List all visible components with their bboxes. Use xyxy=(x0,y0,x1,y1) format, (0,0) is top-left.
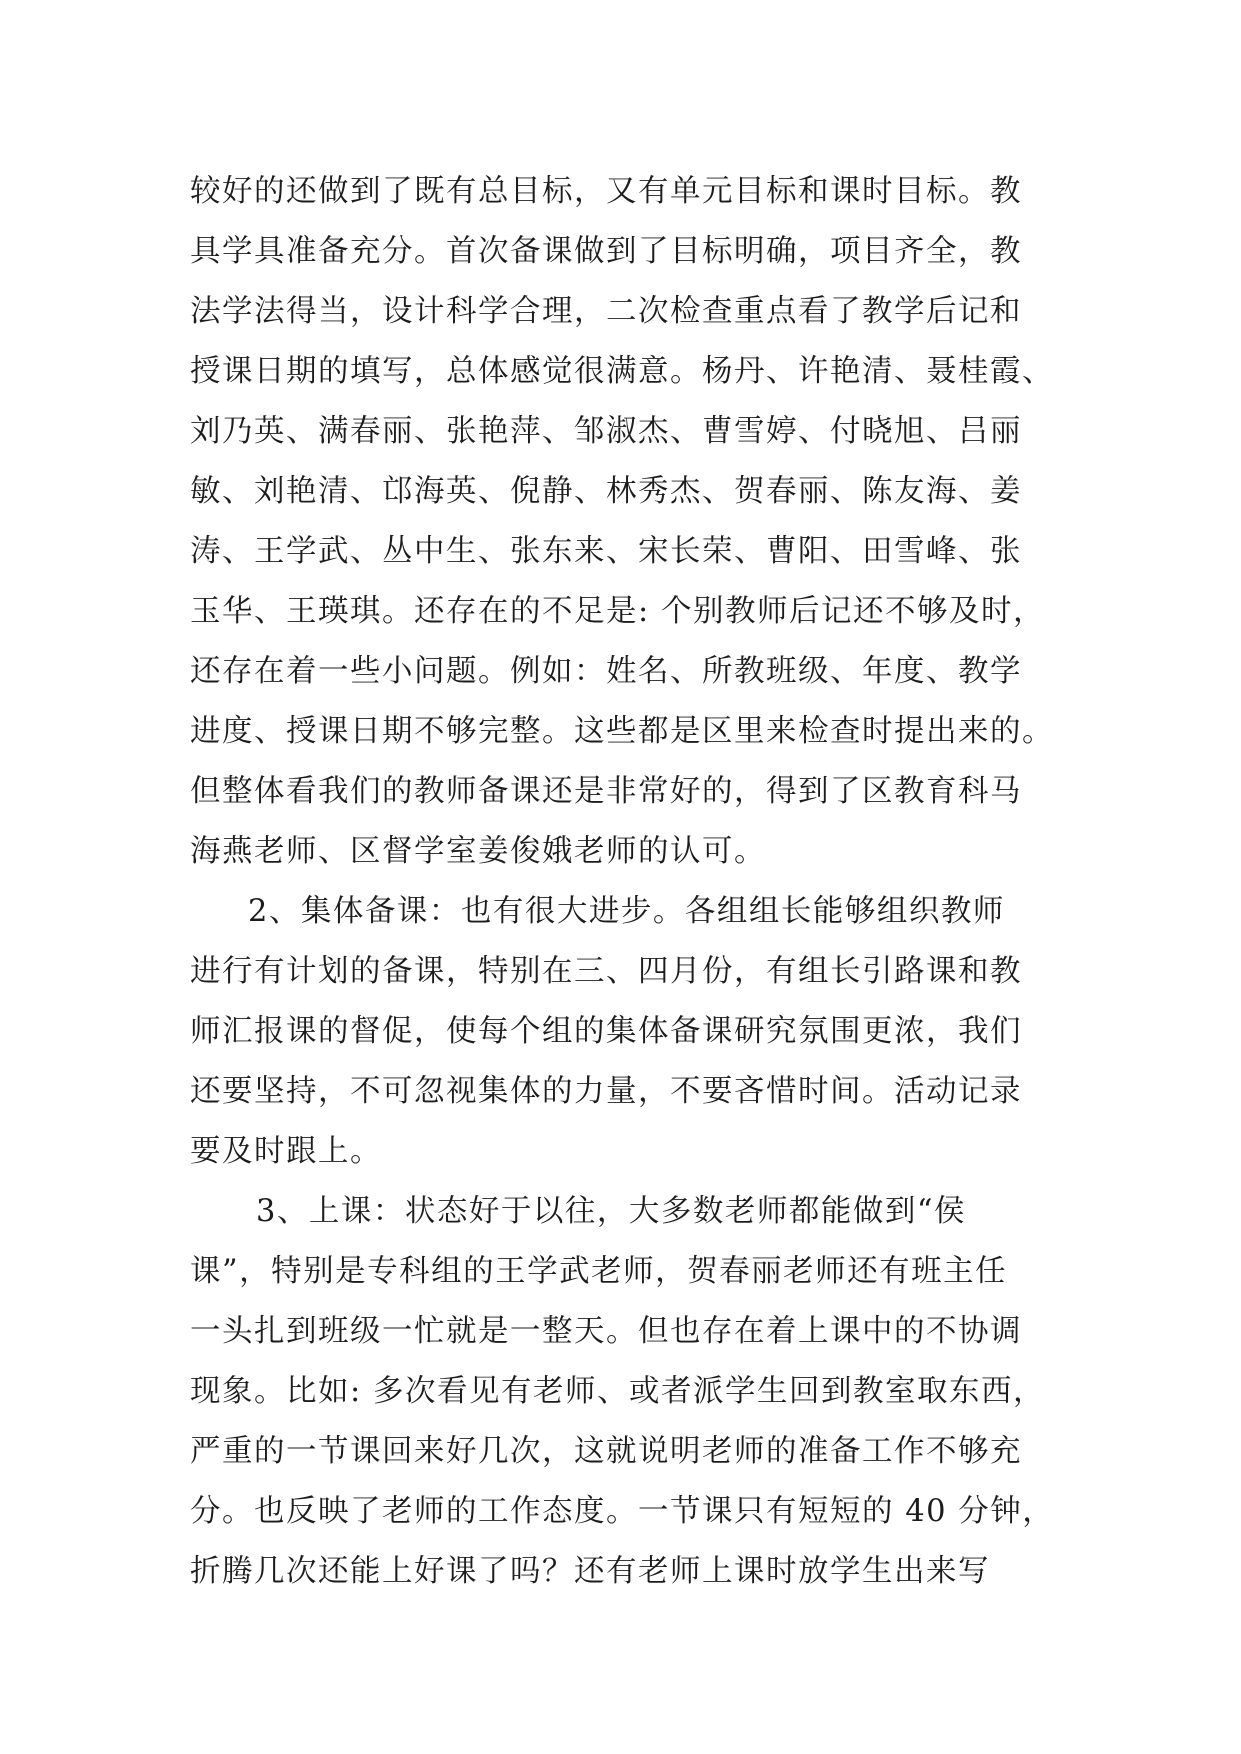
body-text xyxy=(190,162,1055,1602)
text-line: 一头扎到班级一忙就是一整天。但也存在着上课中的不协调 xyxy=(190,1314,1022,1349)
text-line: 授课日期的填写，总体感觉很满意。杨丹、许艳清、聂桂霞、 xyxy=(190,354,1054,389)
text-line: 还存在着一些小问题。例如：姓名、所教班级、年度、教学 xyxy=(190,654,1022,689)
text-line: 但整体看我们的教师备课还是非常好的，得到了区教育科马 xyxy=(190,774,1022,809)
text-line: 严重的一节课回来好几次，这就说明老师的准备工作不够充 xyxy=(190,1434,1022,1469)
text-line: 具学具准备充分。首次备课做到了目标明确，项目齐全，教 xyxy=(190,234,1022,269)
text-line: 要及时跟上。 xyxy=(190,1134,382,1169)
text-line: 涛、王学武、丛中生、张东来、宋长荣、曹阳、田雪峰、张 xyxy=(190,534,1022,569)
text-line: 课”，特别是专科组的王学武老师，贺春丽老师还有班主任 xyxy=(190,1254,1008,1289)
text-line: 师汇报课的督促，使每个组的集体备课研究氛围更浓，我们 xyxy=(190,1014,1022,1049)
text-line: 法学法得当，设计科学合理，二次检查重点看了教学后记和 xyxy=(190,294,1022,329)
text-line: 还要坚持，不可忽视集体的力量，不要吝惜时间。活动记录 xyxy=(190,1074,1022,1109)
text-line: 刘乃英、满春丽、张艳萍、邹淑杰、曹雪婷、付晓旭、吕丽 xyxy=(190,414,1022,449)
text-line: 海燕老师、区督学室姜俊娥老师的认可。 xyxy=(190,834,766,869)
text-line: 玉华、王瑛琪。还存在的不足是: 个别教师后记还不够及时， xyxy=(190,594,1045,629)
paragraph-start-line: 2、集体备课：也有很大进步。各组组长能够组织教师 xyxy=(248,894,1005,929)
text-line: 折腾几次还能上好课了吗？还有老师上课时放学生出来写 xyxy=(190,1554,990,1589)
paragraph-start-line: 3、上课：状态好于以往，大多数老师都能做到“侯 xyxy=(256,1194,966,1229)
text-line: 进行有计划的备课，特别在三、四月份，有组长引路课和教 xyxy=(190,954,1022,989)
text-line: 敏、刘艳清、邙海英、倪静、林秀杰、贺春丽、陈友海、姜 xyxy=(190,474,1022,509)
text-line: 分。也反映了老师的工作态度。一节课只有短短的 40 分钟， xyxy=(190,1494,1055,1529)
text-line: 进度、授课日期不够完整。这些都是区里来检查时提出来的。 xyxy=(190,714,1054,749)
text-line: 较好的还做到了既有总目标，又有单元目标和课时目标。教 xyxy=(190,174,1022,209)
text-line: 现象。比如: 多次看见有老师、或者派学生回到教室取东西， xyxy=(190,1374,1045,1409)
